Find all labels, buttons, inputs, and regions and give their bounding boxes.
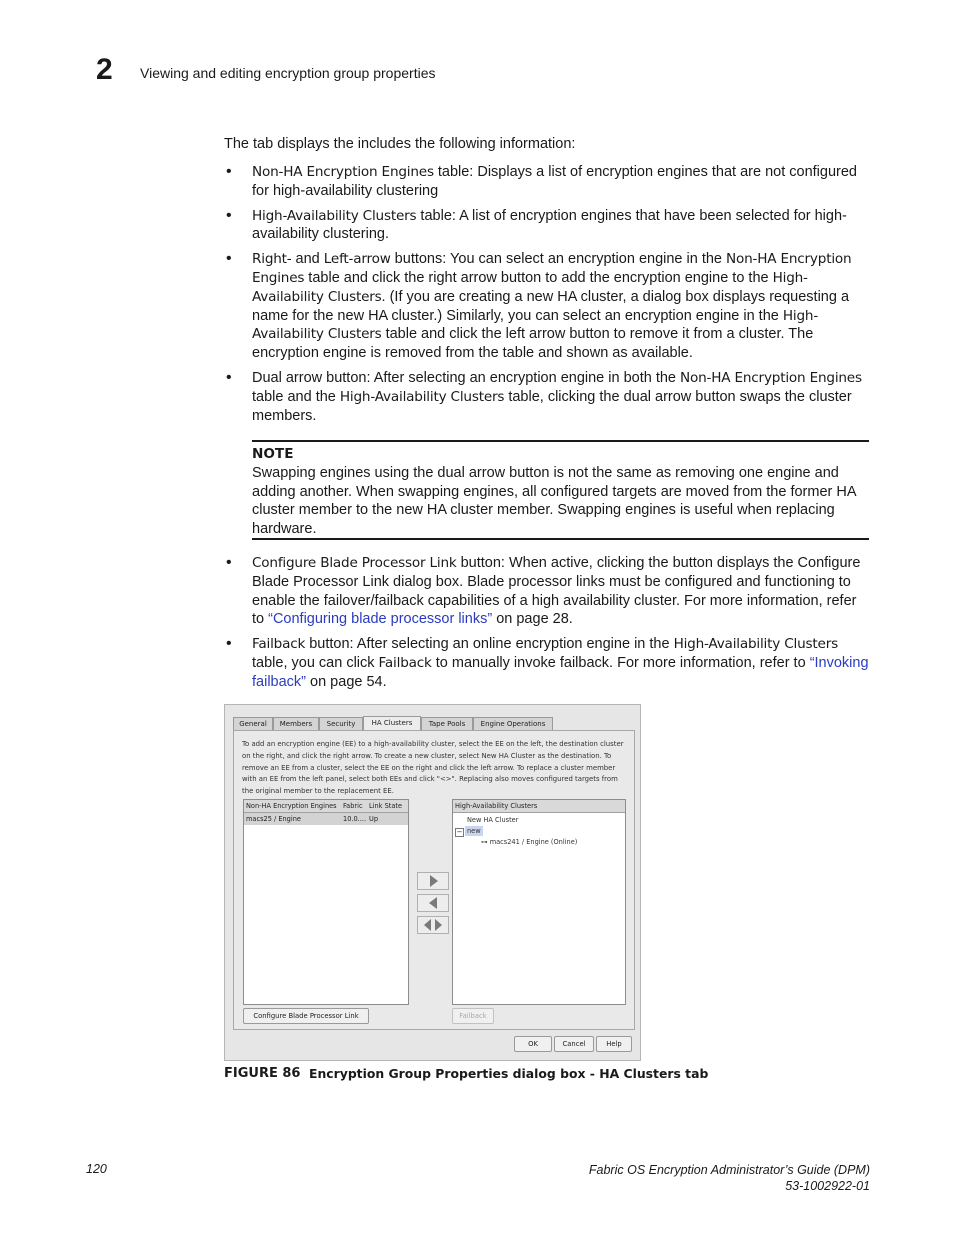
engine-label: macs241 / Engine (Online) bbox=[489, 838, 578, 846]
ok-button[interactable]: OK bbox=[514, 1036, 552, 1052]
configure-blade-processor-link-button[interactable]: Configure Blade Processor Link bbox=[243, 1008, 369, 1024]
bullet-item: • Non-HA Encryption Engines table: Displays a list of encryption engines that are not configured for high-availability clustering bbox=[226, 163, 857, 199]
page-number: 120 bbox=[86, 1162, 107, 1176]
intro-paragraph: The tab displays the includes the following information: bbox=[224, 136, 576, 152]
table-cell: Up bbox=[369, 815, 379, 823]
figure-label: FIGURE 86 bbox=[224, 1066, 301, 1081]
right-arrow-button[interactable] bbox=[417, 872, 449, 890]
bullet-item: • Failback button: After selecting an online encryption engine in the High-Availability Clusters table, you can click Failback to manually invoke failback. For more information, refer to “Invoking failback” on page 54. bbox=[226, 635, 869, 690]
running-header: Viewing and editing encryption group properties bbox=[140, 65, 436, 81]
engine-icon: ⊶ bbox=[481, 838, 490, 846]
footer-doc-id: 53-1002922-01 bbox=[785, 1179, 870, 1193]
ha-clusters-panel bbox=[233, 730, 635, 1030]
non-ha-engines-table bbox=[243, 799, 409, 1005]
note-heading: NOTE bbox=[252, 446, 294, 462]
tree-node-engine[interactable] bbox=[481, 837, 577, 847]
chapter-number: 2 bbox=[96, 53, 113, 86]
help-button[interactable]: Help bbox=[596, 1036, 632, 1052]
tree-node-new-ha-cluster[interactable]: New HA Cluster bbox=[467, 816, 519, 824]
column-header[interactable]: High-Availability Clusters bbox=[455, 802, 538, 810]
table-cell: 10.0.... bbox=[343, 815, 367, 823]
failback-button[interactable]: Failback bbox=[452, 1008, 494, 1024]
bullet-list-2 bbox=[224, 554, 870, 698]
bullet-item: • Configure Blade Processor Link button: When active, clicking the button displays the Configure Blade Processor Link dialog box. Blade processor links must be configured and functioning to enable the failover/failback capabilities of a high availability cluster. For more information, refer to “Configuring blade processor links” on page 28. bbox=[226, 554, 861, 628]
footer-guide-title: Fabric OS Encryption Administrator’s Guide (DPM) bbox=[588, 1163, 870, 1177]
bullet-item: • Right- and Left-arrow buttons: You can select an encryption engine in the Non-HA Encryption Engines table and click the right arrow button to add the encryption engine to the High-Availability Clusters. (If you are creating a new HA cluster, a dialog box displays requesting a name for the new HA cluster.) Similarly, you can select an encryption engine in the High-Availability Clusters table and click the left arrow button to remove it from a cluster. The encryption engine is removed from the table and shown as available. bbox=[226, 250, 852, 362]
footer-title bbox=[589, 1162, 870, 1194]
right-arrow-icon bbox=[418, 873, 448, 889]
table-row[interactable] bbox=[244, 813, 408, 825]
swap-arrow-button[interactable] bbox=[417, 916, 449, 934]
bullet-list bbox=[224, 163, 870, 431]
bullet-item: • Dual arrow button: After selecting an encryption engine in both the Non-HA Encryption Engines table and the High-Availability Clusters table, clicking the dual arrow button swaps the cluster members. bbox=[226, 368, 862, 424]
left-arrow-icon bbox=[418, 895, 448, 911]
bullet-item: • High-Availability Clusters table: A list of encryption engines that have been selected for high-availability clustering. bbox=[226, 206, 847, 243]
xref-link[interactable]: “Invoking failback” bbox=[252, 654, 869, 690]
column-header[interactable]: Link State bbox=[369, 802, 403, 810]
instructions-text: To add an encryption engine (EE) to a high-availability cluster, select the EE on the left, the destination cluster on the right, and click the right arrow. To create a new cluster, select New HA Cluster as the destination. To remove an EE from a cluster, select the EE on the right and click the left arrow. To replace a cluster member with an EE from the left panel, select both EEs and click "<>". Replacing also moves configured targets from the original member to the replacement EE. bbox=[242, 740, 624, 796]
tree-node-cluster[interactable]: new bbox=[467, 827, 481, 835]
column-header[interactable]: Non-HA Encryption Engines bbox=[246, 802, 337, 810]
figure-caption bbox=[224, 1066, 709, 1081]
xref-link[interactable]: “Configuring blade processor links” bbox=[268, 611, 493, 628]
swap-arrows-icon bbox=[418, 917, 448, 933]
tab-engine-operations[interactable]: Engine Operations bbox=[473, 717, 553, 730]
ha-clusters-tree bbox=[452, 799, 626, 1005]
collapse-icon[interactable]: − bbox=[456, 828, 463, 836]
figure-title: Encryption Group Properties dialog box - HA Clusters tab bbox=[309, 1066, 709, 1081]
table-cell: macs25 / Engine bbox=[246, 815, 301, 823]
left-arrow-button[interactable] bbox=[417, 894, 449, 912]
encryption-group-properties-dialog bbox=[224, 704, 641, 1061]
tab-ha-clusters[interactable]: HA Clusters bbox=[363, 716, 421, 731]
cancel-button[interactable]: Cancel bbox=[554, 1036, 594, 1052]
tab-members[interactable]: Members bbox=[273, 717, 319, 730]
column-header[interactable]: Fabric bbox=[343, 802, 363, 810]
table-header bbox=[244, 800, 408, 813]
tab-security[interactable]: Security bbox=[319, 717, 363, 730]
tab-tape-pools[interactable]: Tape Pools bbox=[421, 717, 473, 730]
note-text: Swapping engines using the dual arrow button is not the same as removing one engine and adding another. When swapping engines, all configured targets are moved from the former HA cluster member to the new HA cluster member. Swapping engines is useful when replacing hardware. bbox=[252, 464, 856, 538]
note-box bbox=[252, 440, 869, 540]
tab-general[interactable]: General bbox=[233, 717, 273, 730]
tree-header bbox=[453, 800, 625, 813]
